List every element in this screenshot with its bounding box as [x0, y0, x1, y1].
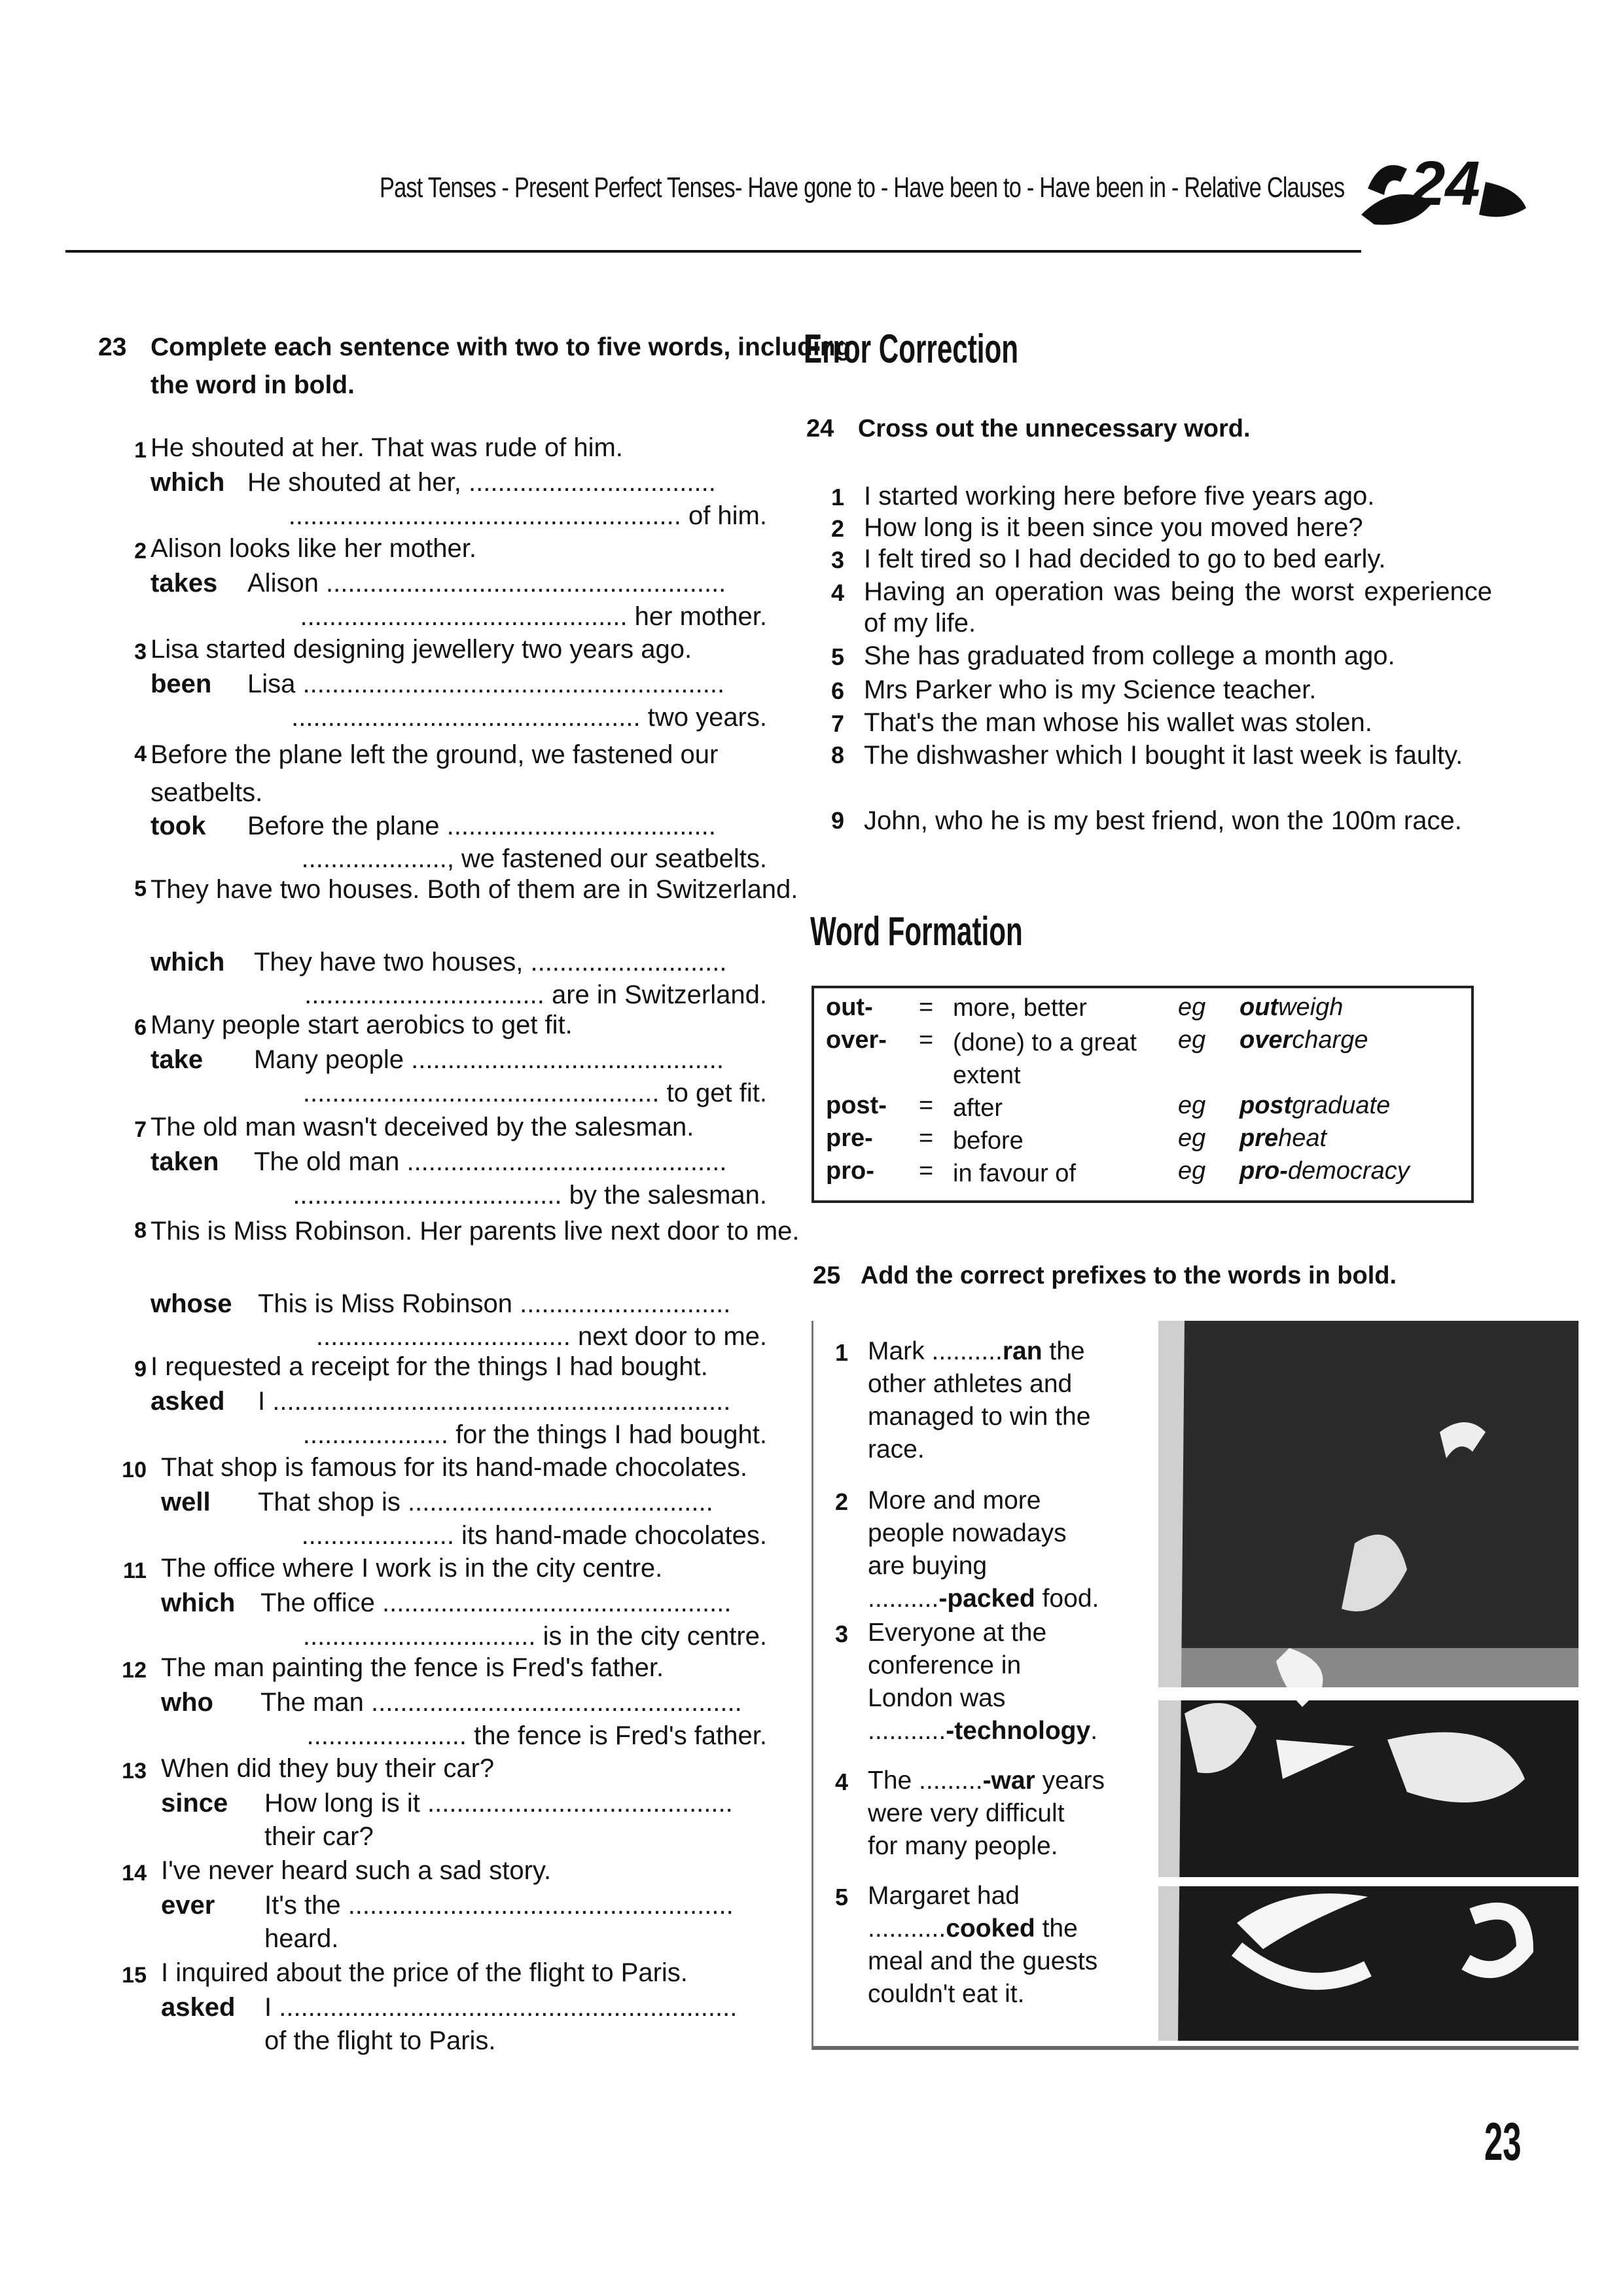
- item-number: 5: [835, 1884, 849, 1910]
- item-number: 7: [134, 1117, 147, 1142]
- exercise-number: 23: [98, 333, 127, 361]
- wf-equals: =: [919, 1092, 934, 1119]
- item-number: 5: [830, 643, 844, 670]
- item-sentence[interactable]: John, who he is my best friend, won the 100m race.: [864, 806, 1462, 835]
- item-answer-line-2[interactable]: ................................ is in the city centre.: [302, 1622, 767, 1651]
- item-sentence: Everyone at the conference in London was ...........-technology.: [868, 1619, 1098, 1745]
- ex23-item-2: [98, 533, 766, 631]
- item-number: 6: [830, 677, 844, 704]
- ec-item-6: [812, 674, 1479, 706]
- wf-eg: eg: [1178, 1157, 1206, 1185]
- item-answer-line[interactable]: I ...............................................................: [264, 1993, 738, 2022]
- item-number: 1: [134, 438, 147, 463]
- item-keyword: who: [161, 1688, 213, 1717]
- item-sentence: The .........-war years were very difficult for many people.: [868, 1767, 1105, 1860]
- item-number: 3: [134, 639, 147, 664]
- item-keyword: asked: [161, 1993, 236, 2022]
- item-keyword: which: [151, 468, 225, 497]
- item-number: 6: [134, 1015, 147, 1040]
- item-sentence: The office where I work is in the city centre.: [161, 1554, 663, 1583]
- wf-meaning: in favour of: [953, 1160, 1076, 1187]
- ex23-item-1: [98, 432, 766, 530]
- wf-meaning: more, better: [953, 994, 1087, 1022]
- item-answer-line-2[interactable]: ...................., we fastened our seatbelts.: [301, 844, 767, 873]
- item-sentence: Many people start aerobics to get fit.: [151, 1011, 573, 1039]
- ec-item-7: [812, 707, 1479, 738]
- item-continuation: heard.: [264, 1924, 339, 1953]
- wf-eg: eg: [1178, 1124, 1206, 1152]
- item-answer-line[interactable]: Lisa ..........................................................: [247, 670, 725, 698]
- item-number: 1: [830, 484, 844, 511]
- item-answer-line[interactable]: The office ................................................: [260, 1588, 732, 1617]
- item-sentence: I've never heard such a sad story.: [161, 1856, 552, 1885]
- ex23-item-5: [98, 870, 798, 1011]
- item-keyword: -war: [982, 1767, 1035, 1795]
- item-keyword: whose: [151, 1289, 232, 1318]
- item-keyword: asked: [151, 1387, 225, 1416]
- item-keyword: took: [151, 812, 206, 840]
- item-sentence: When did they buy their car?: [161, 1754, 495, 1783]
- wf-equals: =: [919, 994, 934, 1021]
- wf-example: overcharge: [1240, 1026, 1368, 1054]
- item-number: 5: [134, 876, 147, 901]
- item-number: 11: [123, 1558, 147, 1583]
- exercise-25-heading: [813, 1262, 1397, 1290]
- item-number: 15: [122, 1963, 147, 1988]
- item-answer-line-2[interactable]: ..................................... by the salesman.: [293, 1181, 767, 1210]
- item-keyword: takes: [151, 569, 218, 598]
- item-number: 3: [835, 1621, 849, 1647]
- item-answer-line[interactable]: Alison .......................................................: [247, 569, 726, 598]
- item-keyword: ran: [1002, 1337, 1043, 1365]
- item-keyword: been: [151, 670, 212, 698]
- item-number: 9: [134, 1357, 147, 1382]
- item-number: 2: [134, 539, 147, 564]
- wf-example: pro-democracy: [1240, 1157, 1410, 1185]
- item-keyword: cooked: [946, 1914, 1035, 1943]
- item-number: 8: [830, 742, 844, 768]
- wf-prefix: pro-: [826, 1157, 874, 1185]
- item-sentence[interactable]: I felt tired so I had decided to go to bed early.: [864, 545, 1386, 573]
- item-answer-line-2[interactable]: ............................................. her mother.: [300, 602, 767, 631]
- item-continuation: their car?: [264, 1822, 374, 1851]
- error-correction-title: Error Correction: [804, 327, 1018, 372]
- item-answer-line[interactable]: How long is it ..........................................: [264, 1789, 733, 1818]
- item-number: 4: [134, 742, 147, 766]
- wf-equals: =: [919, 1026, 934, 1054]
- item-answer-line[interactable]: This is Miss Robinson .............................: [258, 1289, 731, 1318]
- item-number: 13: [122, 1759, 147, 1784]
- item-continuation: of the flight to Paris.: [264, 2026, 496, 2055]
- wf-prefix: post-: [826, 1092, 887, 1119]
- ex23-item-12: [98, 1652, 766, 1750]
- item-number: 2: [830, 515, 844, 542]
- item-number: 4: [830, 579, 844, 606]
- item-sentence: This is Miss Robinson. Her parents live next door to me.: [151, 1217, 800, 1246]
- item-answer-line[interactable]: He shouted at her, ..................................: [247, 468, 716, 497]
- item-keyword: since: [161, 1789, 228, 1818]
- wf-example: postgraduate: [1240, 1092, 1391, 1119]
- item-answer-line-2[interactable]: ..................... its hand-made chocolates.: [301, 1521, 767, 1550]
- item-sentence[interactable]: She has graduated from college a month ago.: [864, 641, 1395, 670]
- item-sentence: The old man wasn't deceived by the salesman.: [151, 1113, 694, 1141]
- exercise-number: 24: [806, 415, 834, 442]
- item-number: 10: [122, 1458, 147, 1482]
- ec-item-1: [812, 480, 1479, 512]
- item-sentence[interactable]: I started working here before five years ago.: [864, 482, 1375, 511]
- unit-badge-number: 24: [1410, 149, 1480, 219]
- wf-example: preheat: [1240, 1124, 1327, 1152]
- ex23-item-15: [98, 1957, 766, 2055]
- item-answer-line[interactable]: Before the plane .....................................: [247, 812, 716, 840]
- wf-meaning: (done) to a great extent: [953, 1029, 1137, 1089]
- item-number: 2: [835, 1488, 849, 1515]
- item-answer-line[interactable]: Many people ...........................................: [254, 1045, 724, 1074]
- item-number: 12: [122, 1658, 147, 1683]
- item-keyword: which: [161, 1588, 236, 1617]
- item-sentence[interactable]: Having an operation was being the worst experience of my life.: [864, 577, 1492, 637]
- item-answer-line[interactable]: The man ...................................................: [260, 1688, 742, 1717]
- item-answer-line[interactable]: That shop is ..........................................: [258, 1488, 713, 1516]
- ex23-item-11: [98, 1552, 766, 1651]
- ex23-item-14: [98, 1855, 766, 1953]
- item-keyword: ever: [161, 1891, 215, 1920]
- item-sentence[interactable]: Mrs Parker who is my Science teacher.: [864, 675, 1317, 704]
- wf-equals: =: [919, 1157, 934, 1185]
- item-keyword: which: [151, 948, 225, 977]
- item-number: 3: [830, 547, 844, 573]
- item-sentence: Mark ..........ran the other athletes and managed to win the race.: [868, 1337, 1091, 1463]
- ex23-item-9: [98, 1351, 766, 1449]
- item-sentence: That shop is famous for its hand-made chocolates.: [161, 1453, 748, 1482]
- ec-item-2: [812, 512, 1479, 543]
- item-keyword: -technology: [946, 1717, 1091, 1745]
- item-sentence: They have two houses. Both of them are in Switzerland.: [151, 875, 798, 904]
- exercise-instruction: Complete each sentence with two to five words, including the word in bold.: [151, 333, 851, 399]
- item-keyword: taken: [151, 1147, 219, 1176]
- wf-eg: eg: [1178, 1092, 1206, 1119]
- wf-prefix: pre-: [826, 1124, 873, 1152]
- item-keyword: take: [151, 1045, 204, 1074]
- exercise-instruction: Add the correct prefixes to the words in bold.: [860, 1262, 1397, 1289]
- page-number: 23: [1484, 2112, 1522, 2172]
- wf-meaning: before: [953, 1127, 1024, 1155]
- ec-item-5: [812, 640, 1479, 672]
- unit-badge-logo: [1355, 143, 1531, 234]
- ex23-item-7: [98, 1111, 766, 1210]
- sprinter-photo: [1158, 1321, 1578, 2041]
- item-answer-line-2[interactable]: ................................................. to get fit.: [302, 1079, 767, 1107]
- ex23-item-4: [98, 736, 766, 873]
- item-sentence[interactable]: The dishwasher which I bought it last week is faulty.: [864, 741, 1463, 770]
- item-number: 14: [122, 1861, 147, 1886]
- item-answer-line[interactable]: The old man ............................................: [254, 1147, 727, 1176]
- item-answer-line-2[interactable]: ................................... next door to me.: [315, 1322, 767, 1351]
- header-rule: [65, 250, 1361, 253]
- wf-example: outweigh: [1240, 994, 1344, 1021]
- item-answer-line-2[interactable]: .................... for the things I had bought.: [302, 1420, 767, 1449]
- wf-equals: =: [919, 1124, 934, 1152]
- wf-prefix: out-: [826, 994, 873, 1021]
- item-keyword: -packed: [938, 1585, 1035, 1613]
- wf-eg: eg: [1178, 1026, 1206, 1054]
- ex23-item-13: [98, 1753, 766, 1851]
- item-answer-line[interactable]: I ...............................................................: [258, 1387, 731, 1416]
- item-answer-line-2[interactable]: ................................................ two years.: [291, 703, 767, 732]
- item-sentence[interactable]: How long is it been since you moved here?: [864, 513, 1363, 542]
- item-number: 1: [835, 1339, 849, 1366]
- item-sentence: He shouted at her. That was rude of him.: [151, 433, 623, 462]
- ex23-item-10: [98, 1452, 766, 1550]
- word-formation-title: Word Formation: [810, 909, 1023, 954]
- item-number: 7: [830, 710, 844, 737]
- word-formation-table: [812, 986, 1474, 1203]
- ec-item-3: [812, 543, 1479, 575]
- item-number: 8: [134, 1218, 147, 1243]
- exercise-number: 25: [813, 1262, 841, 1289]
- item-sentence: Margaret had ...........cooked the meal and the guests couldn't eat it.: [868, 1882, 1098, 2008]
- item-keyword: well: [161, 1488, 211, 1516]
- ex23-item-8: [98, 1212, 800, 1351]
- item-sentence: I requested a receipt for the things I had bought.: [151, 1352, 708, 1381]
- ec-item-4: [812, 576, 1492, 639]
- exercise-instruction: Cross out the unnecessary word.: [857, 415, 1251, 442]
- item-sentence: More and more people nowadays are buying ..........-packed food.: [868, 1486, 1099, 1613]
- item-sentence: Lisa started designing jewellery two years ago.: [151, 635, 692, 664]
- item-sentence: The man painting the fence is Fred's father.: [161, 1653, 664, 1682]
- ec-item-9: [812, 804, 1479, 869]
- ec-item-8: [812, 738, 1479, 804]
- wf-prefix: over-: [826, 1026, 887, 1054]
- item-sentence[interactable]: That's the man whose his wallet was stolen.: [864, 708, 1372, 737]
- item-number: 4: [835, 1768, 849, 1795]
- header-title: Past Tenses - Present Perfect Tenses- Have gone to - Have been to - Have been in - Relative Clauses: [380, 171, 1345, 204]
- item-sentence: Before the plane left the ground, we fastened our seatbelts.: [151, 740, 719, 807]
- item-answer-line-2[interactable]: ...................................................... of him.: [288, 501, 767, 530]
- item-answer-line-2[interactable]: ................................. are in Switzerland.: [304, 980, 767, 1009]
- ex23-item-6: [98, 1009, 766, 1107]
- wf-eg: eg: [1178, 994, 1206, 1021]
- item-sentence: I inquired about the price of the flight to Paris.: [161, 1958, 688, 1987]
- wf-meaning: after: [953, 1094, 1003, 1122]
- item-answer-line[interactable]: It's the .....................................................: [264, 1891, 734, 1920]
- item-number: 9: [830, 807, 844, 834]
- exercise-24-heading: [806, 415, 1251, 443]
- item-answer-line[interactable]: They have two houses, ...........................: [254, 948, 727, 977]
- item-sentence: Alison looks like her mother.: [151, 534, 477, 563]
- item-answer-line-2[interactable]: ...................... the fence is Fred's father.: [306, 1721, 767, 1750]
- ex23-item-3: [98, 634, 766, 732]
